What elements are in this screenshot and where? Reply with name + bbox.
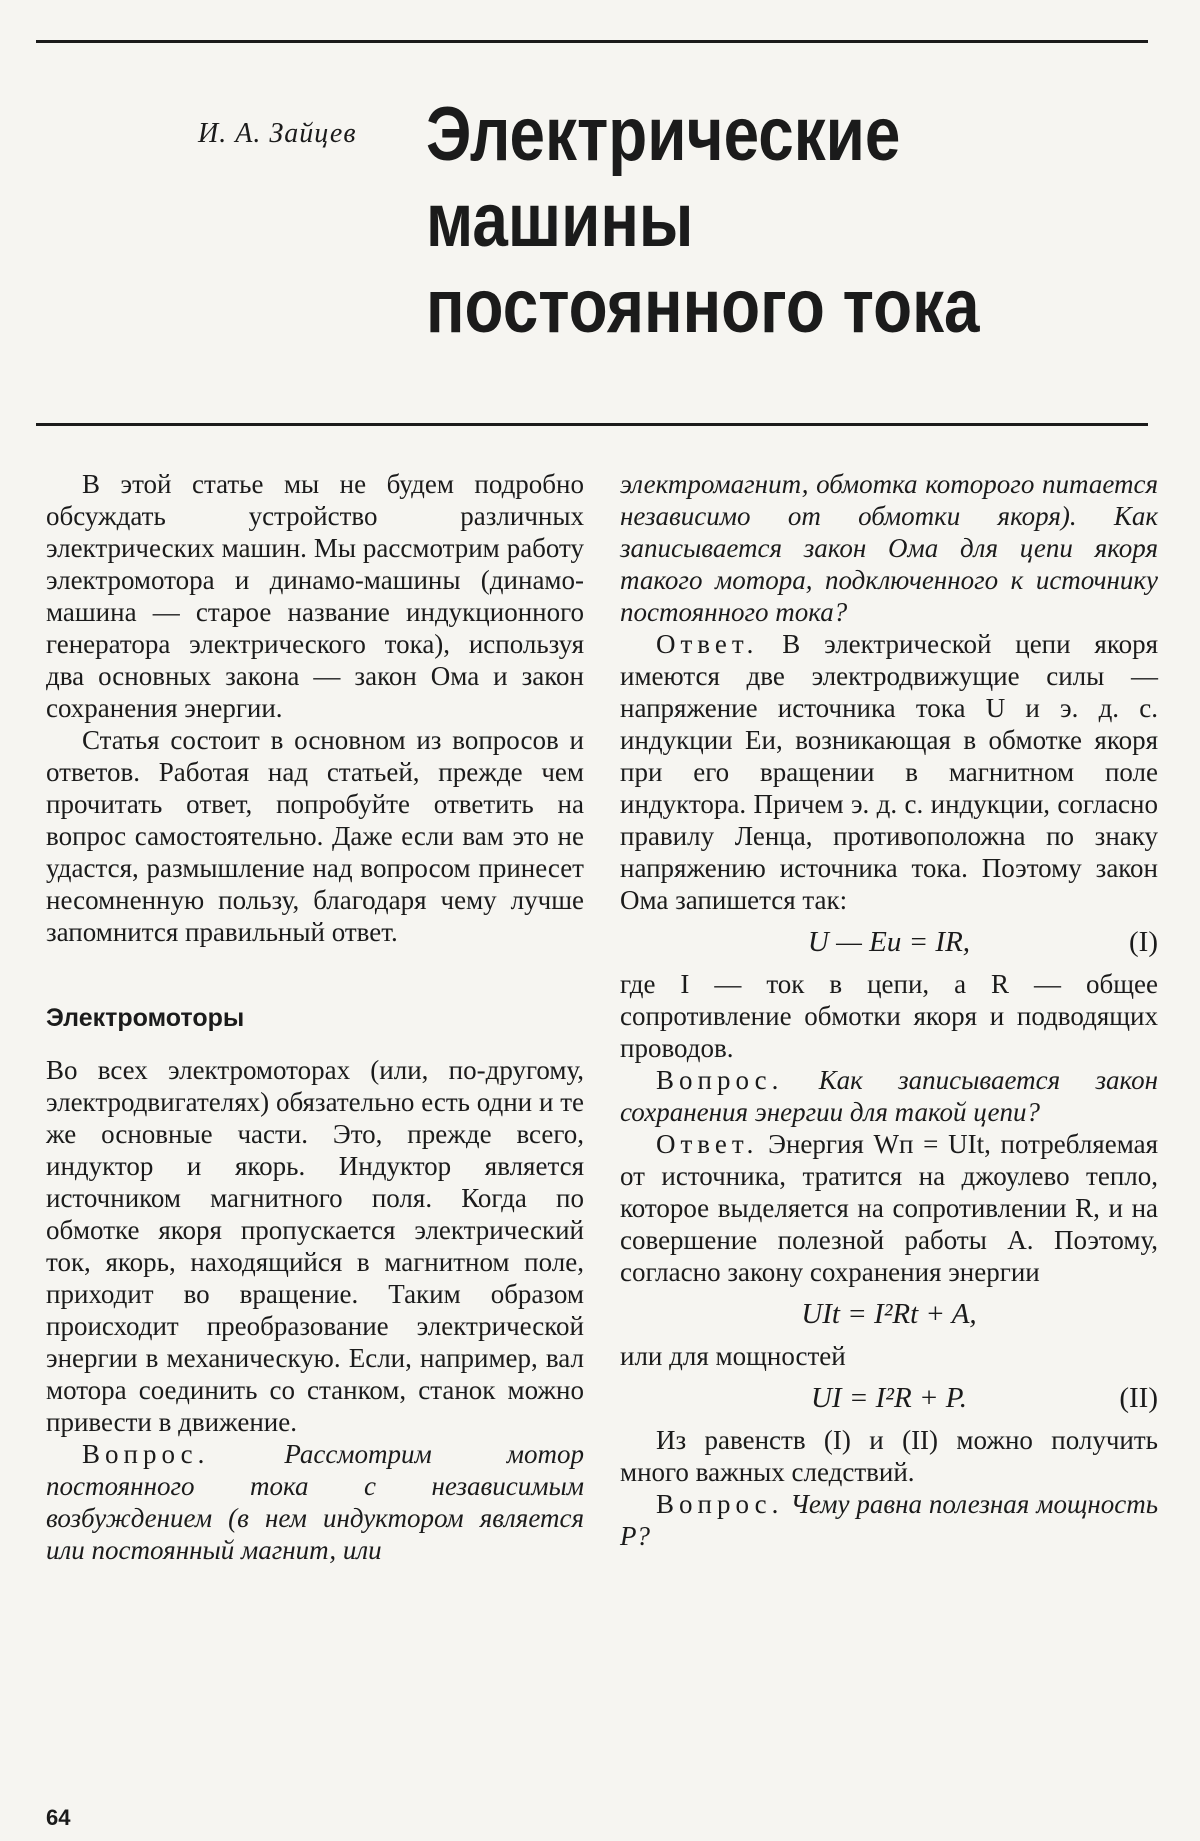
article-title <box>426 92 980 350</box>
question-2 <box>620 1064 1158 1128</box>
answer-label: Ответ. <box>656 1129 759 1159</box>
title-line-1: Электрические <box>426 92 901 177</box>
right-column <box>620 468 1158 1552</box>
question-3 <box>620 1488 1158 1552</box>
question-label: Вопрос. <box>656 1065 784 1095</box>
question-text: Рассмотрим мотор постоянного тока с независимым возбуждением (в нем индуктором является или постоянный магнит, или <box>46 1439 584 1565</box>
section-heading: Электромоторы <box>46 1004 245 1032</box>
equation-2: UIt = I²Rt + A, <box>801 1298 977 1330</box>
header-bottom-rule <box>36 423 1148 426</box>
equation-3-number: (II) <box>1119 1382 1158 1414</box>
equation-1-number: (I) <box>1129 926 1158 958</box>
equation-2-note: или для мощностей <box>620 1341 846 1371</box>
top-rule <box>36 40 1148 43</box>
question-label: Вопрос. <box>82 1439 210 1469</box>
answer-label: Ответ. <box>656 629 759 659</box>
page-number: 64 <box>46 1805 71 1830</box>
intro-paragraph-2: Статья состоит в основном из вопросов и ответов. Работая над статьей, прежде чем прочитать ответ, попробуйте ответить на вопрос самостоятельно. Даже если вам это не удастся, размышление над вопросом принесет несомненную пользу, благодаря чему лучше запомнится правильный ответ. <box>46 725 584 947</box>
question-text: Чему равна полезная мощность P? <box>620 1489 1159 1551</box>
title-line-2: машины <box>426 178 694 263</box>
section-paragraph: Во всех электромоторах (или, по-другому, электродвигателях) обязательно есть одни и те же основные части. Это, прежде всего, индуктор и якорь. Индуктор является источником магнитного поля. Когда по обмотке якоря пропускается электрический ток, якорь, находящийся в магнитном поле, приходит во вращение. Таким образом происходит преобразование электрической энергии в механическую. Если, например, вал мотора соединить со станком, станок можно привести в движение. <box>46 1055 584 1437</box>
question-label: Вопрос. <box>656 1489 784 1519</box>
question-1 <box>46 1438 584 1566</box>
title-line-3: постоянного тока <box>426 264 980 349</box>
equation-1 <box>620 920 1158 964</box>
equation-1-explanation: где I — ток в цепи, а R — общее сопротивление обмотки якоря и подводящих проводов. <box>620 969 1158 1063</box>
answer-2 <box>620 1128 1158 1288</box>
intro-paragraph: В этой статье мы не будем подробно обсуждать устройство различных электрических машин. Мы рассмотрим работу электромотора и динамо-машины (динамо-машина — старое название индукционного генератора электрического тока), используя два основных закона — закон Ома и закон сохранения энергии. <box>46 469 584 723</box>
question-1-continued: электромагнит, обмотка которого питается независимо от обмотки якоря). Как записывается закон Ома для цепи якоря такого мотора, подключенного к источнику постоянного тока? <box>620 469 1158 627</box>
answer-text: В электрической цепи якоря имеются две электродвижущие силы — напряжение источника тока U и э. д. с. индукции Eи, возникающая в обмотке якоря при его вращении в магнитном поле индуктора. Причем э. д. с. индукции, согласно правилу Ленца, противоположна по знаку напряжению источника тока. Поэтому закон Ома запишется так: <box>620 629 1158 915</box>
question-text: Как записывается закон сохранения энергии для такой цепи? <box>620 1065 1158 1127</box>
answer-1 <box>620 628 1158 916</box>
equation-1-body: U — Eи = IR, <box>807 926 971 958</box>
article-author: И. А. Зайцев <box>198 118 357 149</box>
equation-3-body: UI = I²R + P. <box>810 1382 968 1414</box>
left-column <box>46 468 584 1566</box>
result-paragraph: Из равенств (I) и (II) можно получить много важных следствий. <box>620 1425 1158 1487</box>
equation-3 <box>620 1376 1158 1420</box>
answer-text: Энергия Wп = UIt, потребляемая от источника, тратится на джоулево тепло, которое выделяется на сопротивлении R, и на совершение полезной работы A. Поэтому, согласно закону сохранения энергии <box>620 1129 1159 1287</box>
